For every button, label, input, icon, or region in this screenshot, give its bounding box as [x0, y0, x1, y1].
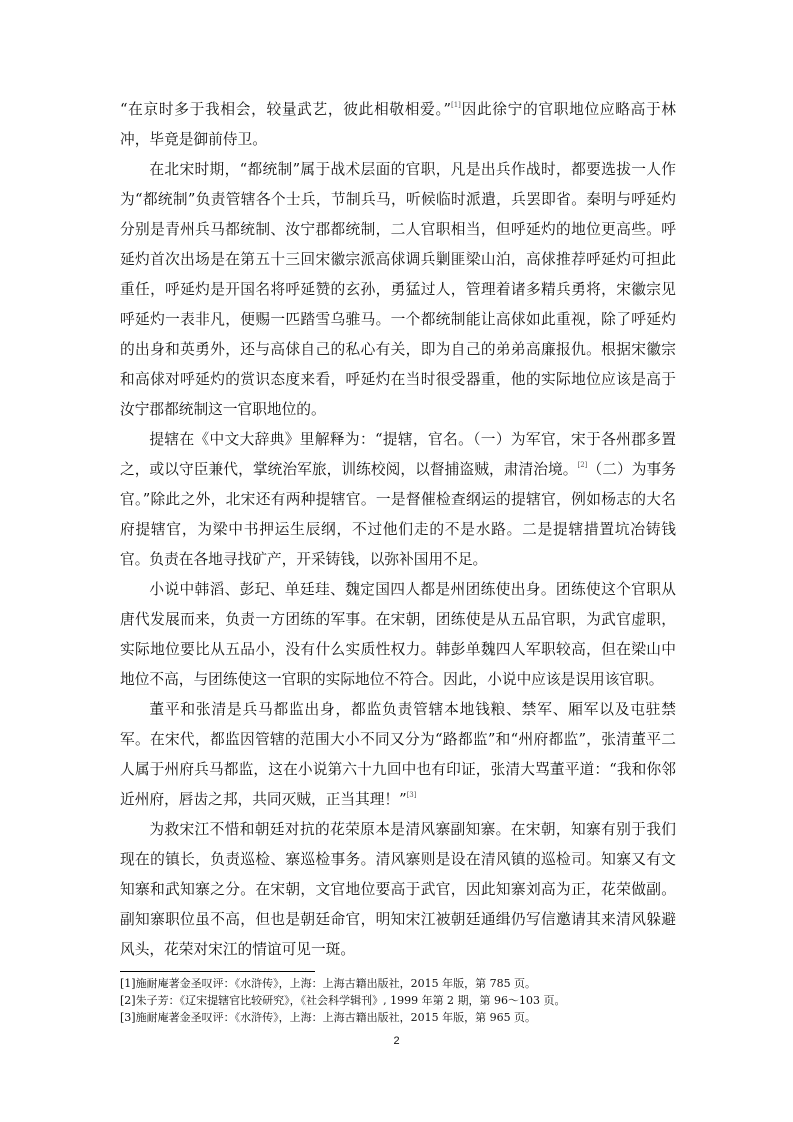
- paragraph-text: （二）为事务官。”除此之外，北宋还有两种提辖官。一是督催检查纲运的提辖官，例如杨志的大名府提辖官，为梁中书押运生辰纲，不过他们走的不是水路。二是提辖措置坑冶铸钱官。负责在各地寻找矿产，开采铸钱，以弥补国用不足。: [120, 461, 676, 568]
- footnote-ref-2: [2]: [577, 461, 588, 469]
- footnote-ref-3: [3]: [406, 791, 417, 799]
- page-number: 2: [393, 1035, 400, 1047]
- paragraph-4: [120, 575, 676, 695]
- footnote-2: [2]朱子芳：《辽宋提辖官比较研究》，《社会科学辑刊》, 1999 年第 2 期，第 96～103 页。: [120, 994, 566, 1007]
- paragraph-text: 为救宋江不惜和朝廷对抗的花荣原本是清风寨副知寨。在宋朝，知寨有别于我们现在的镇长，负责巡检、寨巡检事务。清风寨则是设在清风镇的巡检司。知寨又有文知寨和武知寨之分。在宋朝，文官地位要高于武官，因此知寨刘高为正，花荣做副。副知寨职位虽不高，但也是朝廷命官，明知宋江被朝廷通缉仍写信邀请其来清风躲避风头，花荣对宋江的情谊可见一斑。: [120, 821, 676, 958]
- paragraph-text: 在北宋时期，“都统制”属于战术层面的官职，凡是出兵作战时，都要选拔一人作为“都统制”负责管辖各个士兵，节制兵马，听候临时派遣，兵罢即省。秦明与呼延灼分别是青州兵马都统制、汝宁郡都统制，二人官职相当，但呼延灼的地位更高些。呼延灼首次出场是在第五十三回宋徽宗派高俅调兵剿匪梁山泊，高俅推荐呼延灼可担此重任，呼延灼是开国名将呼延赞的玄孙，勇猛过人，管理着诸多精兵勇将，宋徽宗见呼延灼一表非凡，便赐一匹踏雪乌骓马。一个都统制能让高俅如此重视，除了呼延灼的出身和英勇外，还与高俅自己的私心有关，即为自己的弟弟高廉报仇。根据宋徽宗和高俅对呼延灼的赏识态度来看，呼延灼在当时很受器重，他的实际地位应该是高于汝宁郡都统制这一官职地位的。: [120, 161, 676, 418]
- paragraph-text: “在京时多于我相会，较量武艺，彼此相敬相爱。”: [120, 101, 451, 118]
- paragraph-2: [120, 155, 676, 425]
- paragraph-6: [120, 815, 676, 965]
- paragraph-3: [120, 425, 676, 575]
- paragraph-text: 提辖在《中文大辞典》里解释为：“提辖，官名。（一）为军官，宋于各州郡多置之，或以守臣兼代，掌统治军旅，训练校阅，以督捕盗贼，肃清治境。: [120, 431, 676, 478]
- paragraph-1: [120, 95, 676, 155]
- footnote-3: [3]施耐庵著金圣叹评：《水浒传》，上海：上海古籍出版社，2015 年版，第 965 页。: [120, 1011, 537, 1024]
- paragraph-text: 董平和张清是兵马都监出身，都监负责管辖本地钱粮、禁军、厢军以及屯驻禁军。在宋代，都监因管辖的范围大小不同又分为“路都监”和“州府都监”，张清董平二人属于州府兵马都监，这在小说第六十九回中也有印证，张清大骂董平道：“我和你邻近州府，唇齿之邦，共同灭贼，正当其理！”: [120, 701, 676, 808]
- footnote-1: [1]施耐庵著金圣叹评：《水浒传》，上海：上海古籍出版社，2015 年版，第 785 页。: [120, 977, 537, 990]
- paragraph-text: 因此徐宁的官职地位应略高于林冲，毕竟是御前侍卫。: [120, 101, 676, 148]
- body-text: [120, 95, 676, 965]
- footnote-separator: [120, 971, 315, 972]
- footnotes: [120, 975, 680, 1026]
- footnote-ref-1: [1]: [450, 101, 461, 109]
- paragraph-5: [120, 695, 676, 815]
- paragraph-text: 小说中韩滔、彭玘、单廷珪、魏定国四人都是州团练使出身。团练使这个官职从唐代发展而来，负责一方团练的军事。在宋朝，团练使是从五品官职，为武官虚职，实际地位要比从五品小，没有什么实质性权力。韩彭单魏四人军职较高，但在梁山中地位不高，与团练使这一官职的实际地位不符合。因此，小说中应该是误用该官职。: [120, 581, 676, 688]
